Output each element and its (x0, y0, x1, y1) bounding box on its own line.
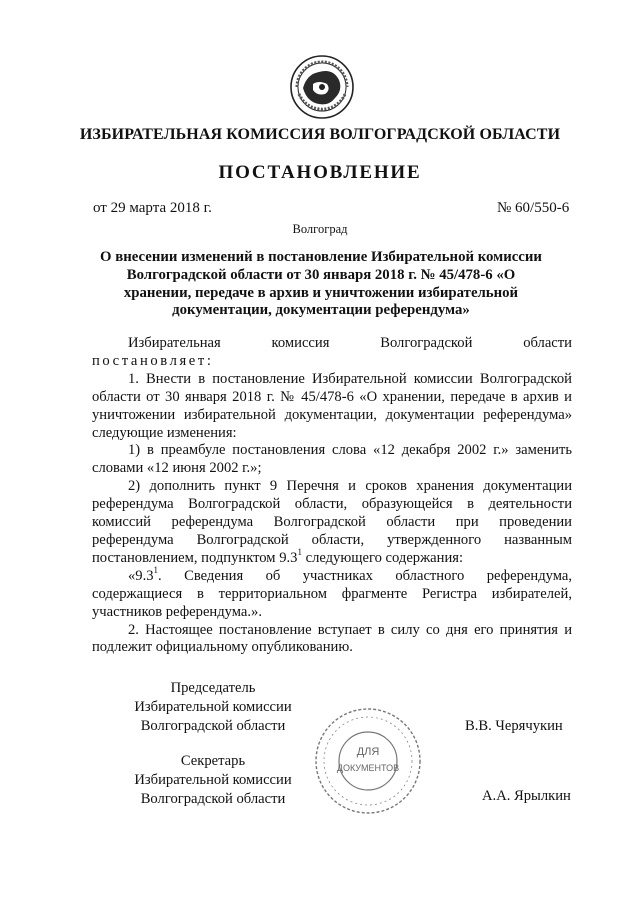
resolves-word: постановляет: (92, 352, 214, 369)
chair-title-line: Избирательной комиссии (134, 699, 292, 715)
commission-emblem (289, 54, 355, 120)
intro-word: комиссия (271, 335, 330, 351)
secretary-title-line: Волгоградской области (140, 791, 286, 807)
document-type: ПОСТАНОВЛЕНИЕ (218, 162, 422, 183)
intro-line (92, 335, 572, 353)
secretary-title-line: Избирательной комиссии (134, 772, 292, 788)
chair-title (113, 679, 313, 736)
paragraph-item-1-1: 1) в преамбуле постановления слова «12 декабря 2002 г.» заменить словами «12 июня 2002 г.»; (92, 442, 572, 477)
stamp-text: ДОКУМЕНТОВ (336, 763, 400, 773)
superscript: 1 (153, 564, 159, 575)
item-1-2-tail: следующего содержания: (301, 549, 464, 566)
quote-text: . Сведения об участниках областного референдума, содержащиеся в территориальном фрагменте Регистра избирателей, участников референдума.». (92, 567, 572, 620)
paragraph-item-1: 1. Внести в постановление Избирательной комиссии Волгоградской области от 30 января 2018 г. № 45/478-6 «О хранении, передаче в архив и уничтожении избирательной документации, документации референдума» следующие изменения: (92, 370, 572, 441)
item-1-2-text: 2) дополнить пункт 9 Перечня и сроков хранения документации референдума Волгоградской области, образующейся в деятельности комиссий референдума Волгоградской области при проведении референдума Волгоградской области, утвержденного названным постановлением, подпунктом 9.3 (92, 478, 572, 566)
paragraph-item-2: 2. Настоящее постановление вступает в силу со дня его принятия и подлежит официальному опубликованию. (92, 621, 572, 656)
secretary-title-line: Секретарь (180, 753, 246, 769)
secretary-title (113, 752, 313, 809)
intro-word: области (523, 335, 572, 351)
document-date: от 29 марта 2018 г. (93, 200, 212, 216)
organization-name: ИЗБИРАТЕЛЬНАЯ КОМИССИЯ ВОЛГОГРАДСКОЙ ОБЛАСТИ (79, 126, 561, 143)
quote-start: «9.3 (128, 567, 154, 584)
paragraph-quote (92, 564, 572, 622)
secretary-name: А.А. Ярылкин (482, 788, 571, 804)
intro-word: Избирательная (128, 335, 221, 351)
intro-word: Волгоградской (380, 335, 473, 351)
document-city: Волгоград (292, 222, 348, 236)
superscript: 1 (297, 547, 302, 558)
chair-title-line: Председатель (170, 680, 256, 696)
document-number: № 60/550-6 (497, 200, 570, 216)
paragraph-item-1-2 (92, 478, 572, 568)
document-body (92, 335, 572, 657)
stamp-text: ДЛЯ (356, 746, 380, 758)
chair-name: В.В. Черячукин (465, 718, 563, 734)
chair-title-line: Волгоградской области (140, 718, 286, 734)
official-stamp (313, 706, 423, 816)
document-subject: О внесении изменений в постановление Избирательной комиссии Волгоградской области от 30 января 2018 г. № 45/478-6 «О хранении, передаче в архив и уничтожении избирательной документации, документации референдума» (100, 249, 542, 319)
